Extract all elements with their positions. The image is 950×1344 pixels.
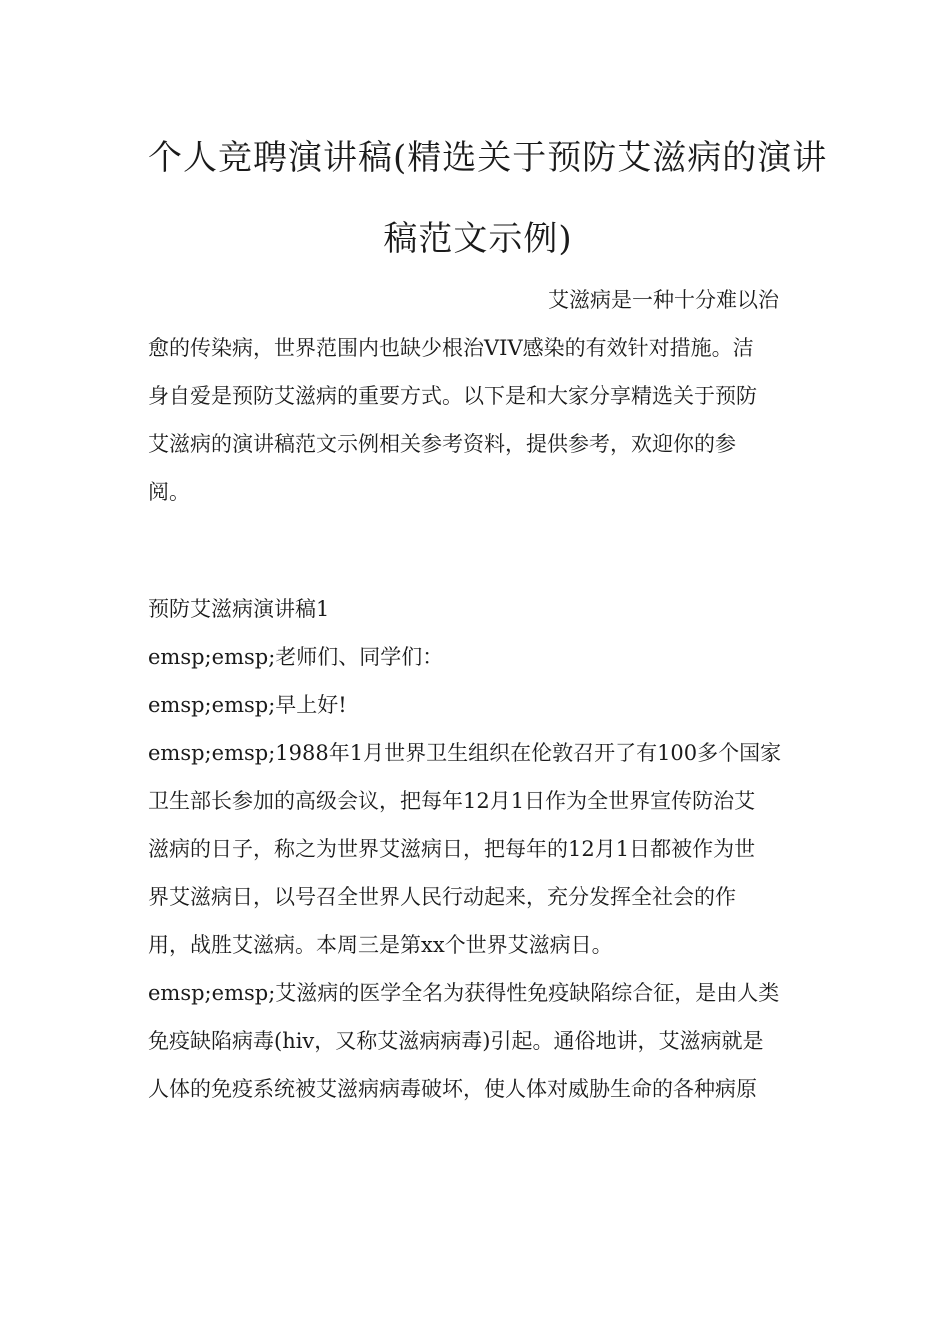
- paragraph-2-line: emsp;emsp;艾滋病的医学全名为获得性免疫缺陷综合征，是由人类: [148, 981, 780, 1005]
- paragraph-1-line: 滋病的日子，称之为世界艾滋病日，把每年的12月1日都被作为世: [148, 837, 756, 861]
- paragraph-2: [148, 969, 808, 1113]
- morning-line: emsp;emsp;早上好!: [148, 693, 347, 717]
- document-title: [148, 118, 828, 280]
- intro-line-4: 艾滋病的演讲稿范文示例相关参考资料，提供参考，欢迎你的参: [148, 432, 736, 456]
- paragraph-1-line: 界艾滋病日，以号召全世界人民行动起来，充分发挥全社会的作: [148, 885, 736, 909]
- paragraph-1-line: 卫生部长参加的高级会议，把每年12月1日作为全世界宣传防治艾: [148, 789, 756, 813]
- paragraph-1-line: emsp;emsp;1988年1月世界卫生组织在伦敦召开了有100多个国家: [148, 741, 782, 765]
- greeting-line: emsp;emsp;老师们、同学们：: [148, 645, 444, 669]
- intro-line-5: 阅。: [148, 480, 190, 504]
- title-line-2: 稿范文示例): [383, 219, 573, 259]
- paragraph-1: [148, 729, 808, 969]
- intro-line-1: 艾滋病是一种十分难以治: [548, 288, 779, 312]
- intro-paragraph: [148, 276, 808, 516]
- intro-line-2: 愈的传染病，世界范围内也缺少根治VIV感染的有效针对措施。洁: [148, 336, 754, 360]
- speech-section: [148, 585, 808, 1113]
- intro-line-3: 身自爱是预防艾滋病的重要方式。以下是和大家分享精选关于预防: [148, 384, 757, 408]
- section-heading: 预防艾滋病演讲稿1: [148, 597, 330, 621]
- paragraph-1-line: 用，战胜艾滋病。本周三是第xx个世界艾滋病日。: [148, 933, 613, 957]
- title-line-1: 个人竞聘演讲稿(精选关于预防艾滋病的演讲: [148, 138, 828, 178]
- paragraph-2-line: 免疫缺陷病毒(hiv，又称艾滋病病毒)引起。通俗地讲，艾滋病就是: [148, 1029, 764, 1053]
- paragraph-2-line: 人体的免疫系统被艾滋病病毒破坏，使人体对威胁生命的各种病原: [148, 1077, 757, 1101]
